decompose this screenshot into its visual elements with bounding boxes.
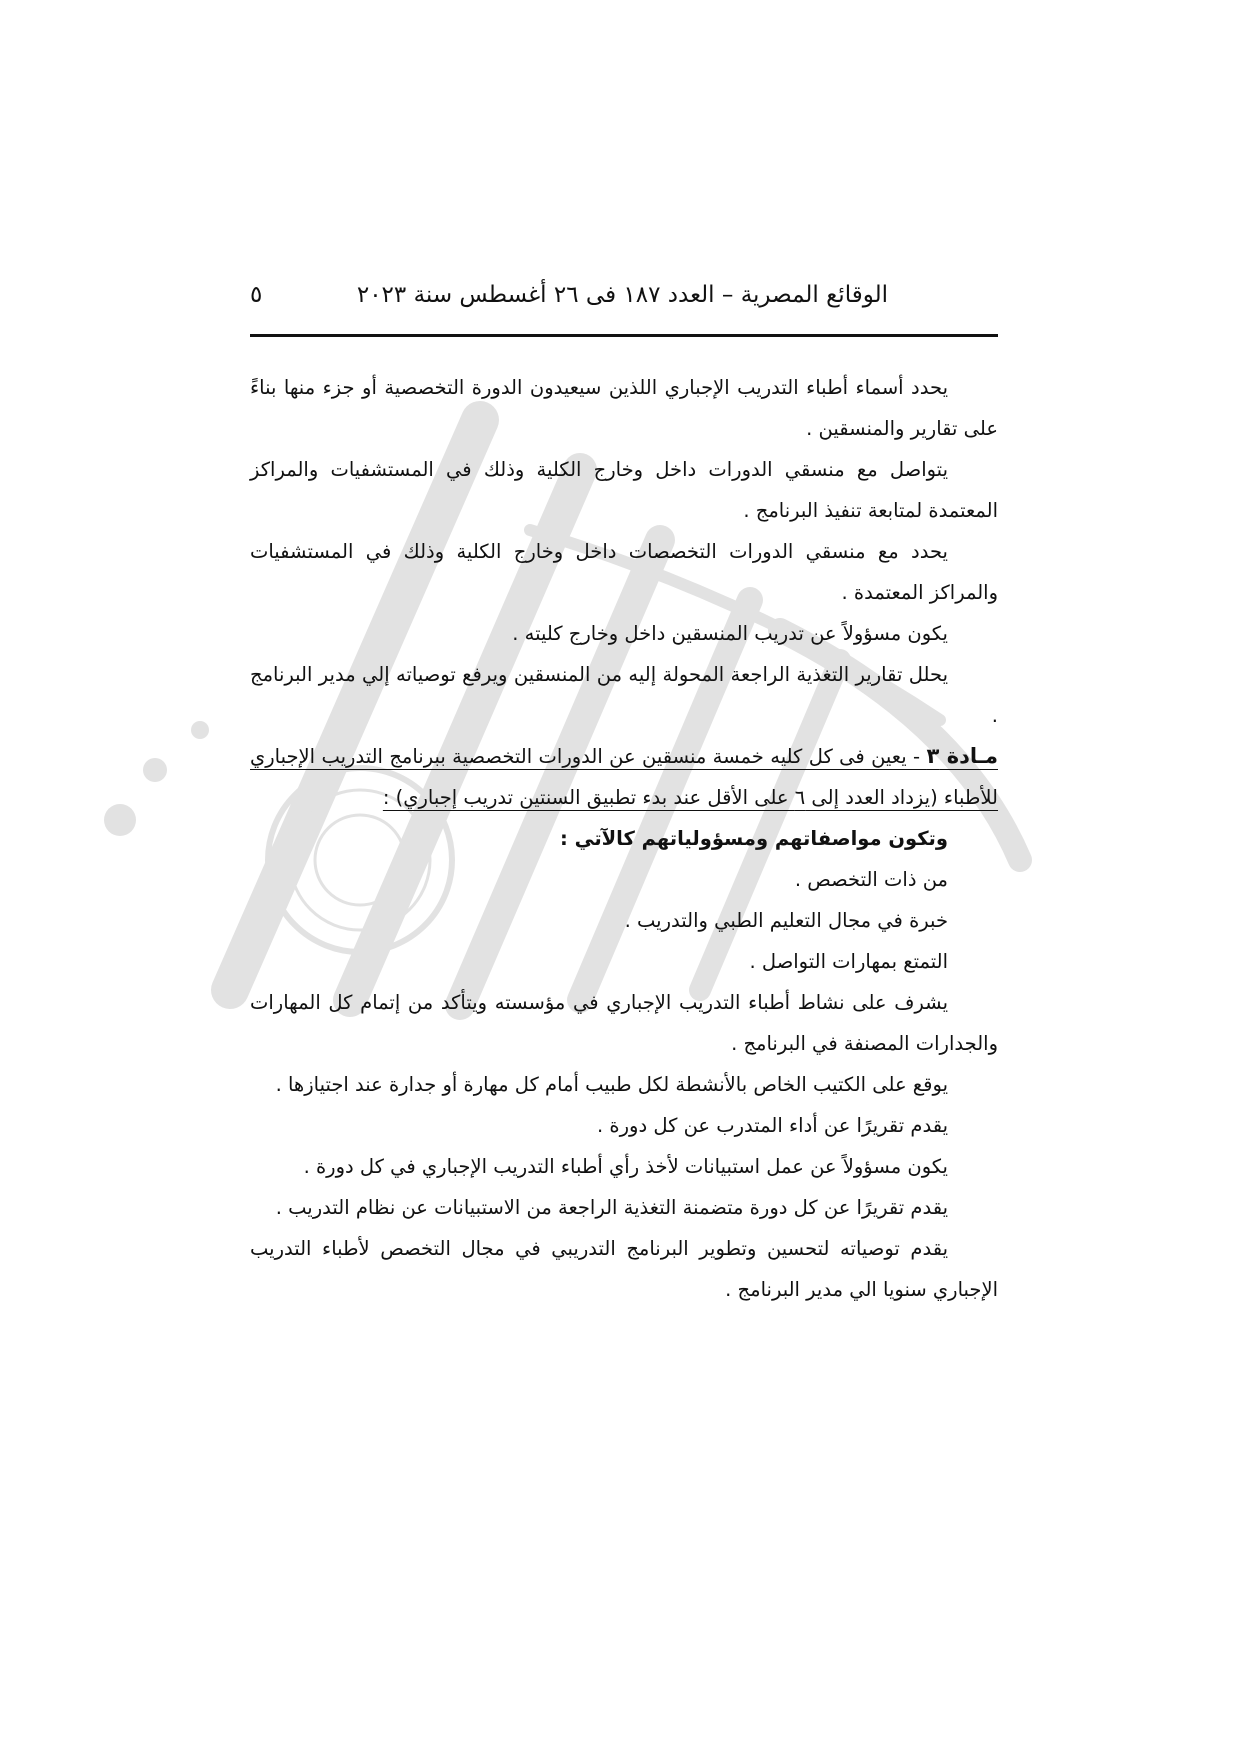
paragraph: يقدم توصياته لتحسين وتطوير البرنامج التدريبي في مجال التخصص لأطباء التدريب الإجباري سنويا الي مدير البرنامج . bbox=[250, 1237, 998, 1301]
paragraph: يكون مسؤولاً عن عمل استبيانات لأخذ رأي أطباء التدريب الإجباري في كل دورة . bbox=[303, 1155, 948, 1178]
page-number: ٥ bbox=[250, 282, 263, 308]
paragraph: يتواصل مع منسقي الدورات داخل وخارج الكلية وذلك في المستشفيات والمراكز المعتمدة لمتابعة تنفيذ البرنامج . bbox=[250, 458, 998, 522]
paragraph: يحلل تقارير التغذية الراجعة المحولة إليه من المنسقين ويرفع توصياته إلي مدير البرنامج . bbox=[250, 663, 998, 727]
paragraph: يشرف على نشاط أطباء التدريب الإجباري في مؤسسته ويتأكد من إتمام كل المهارات والجدارات المصنفة في البرنامج . bbox=[250, 991, 998, 1055]
paragraph: خبرة في مجال التعليم الطبي والتدريب . bbox=[624, 909, 948, 932]
paragraph: يقدم تقريرًا عن كل دورة متضمنة التغذية الراجعة من الاستبيانات عن نظام التدريب . bbox=[275, 1196, 948, 1219]
paragraph: التمتع بمهارات التواصل . bbox=[749, 950, 948, 973]
header-divider bbox=[250, 334, 998, 337]
subheading: وتكون مواصفاتهم ومسؤولياتهم كالآتي : bbox=[560, 827, 948, 850]
article-label: مـادة ٣ bbox=[926, 744, 998, 768]
document-body bbox=[250, 367, 998, 1310]
paragraph: يوقع على الكتيب الخاص بالأنشطة لكل طبيب أمام كل مهارة أو جدارة عند اجتيازها . bbox=[275, 1073, 948, 1096]
header-title: الوقائع المصرية – العدد ١٨٧ فى ٢٦ أغسطس سنة ٢٠٢٣ bbox=[356, 282, 888, 308]
paragraph: من ذات التخصص . bbox=[794, 868, 948, 891]
page-header bbox=[250, 282, 998, 322]
paragraph: يقدم تقريرًا عن أداء المتدرب عن كل دورة . bbox=[597, 1114, 948, 1137]
article-3 bbox=[250, 736, 998, 818]
paragraph: يحدد أسماء أطباء التدريب الإجباري اللذين سيعيدون الدورة التخصصية أو جزء منها بناءً على تقارير والمنسقين . bbox=[250, 376, 998, 440]
article-text: - يعين فى كل كليه خمسة منسقين عن الدورات التخصصية ببرنامج التدريب الإجباري للأطباء (يزداد العدد إلى ٦ على الأقل عند بدء تطبيق السنتين تدريب إجباري) : bbox=[250, 745, 998, 809]
paragraph: يحدد مع منسقي الدورات التخصصات داخل وخارج الكلية وذلك في المستشفيات والمراكز المعتمدة . bbox=[250, 540, 998, 604]
paragraph: يكون مسؤولاً عن تدريب المنسقين داخل وخارج كليته . bbox=[512, 622, 948, 645]
